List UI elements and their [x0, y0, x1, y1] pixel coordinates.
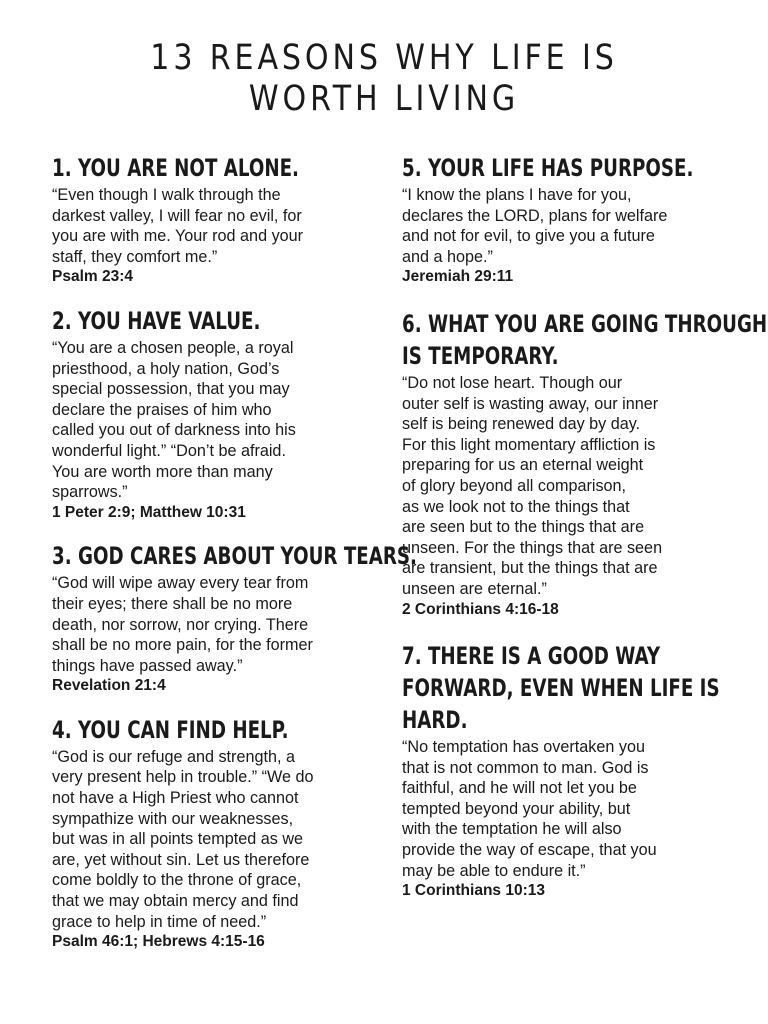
reason-heading: [52, 714, 372, 746]
quote-line: that is not common to man. God is: [402, 758, 649, 777]
reason-heading-line: 5. YOUR LIFE HAS PURPOSE.: [402, 154, 694, 182]
reason-section: [402, 152, 732, 288]
reason-section: [52, 540, 417, 697]
quote-line: called you out of darkness into his: [52, 421, 296, 440]
quote-line: are seen but to the things that are: [402, 518, 645, 537]
scripture-reference: 2 Corinthians 4:16-18: [402, 600, 559, 618]
scripture-reference: Revelation 21:4: [52, 677, 166, 695]
quote-line: may be able to endure it.”: [402, 861, 586, 880]
scripture-reference: 1 Corinthians 10:13: [402, 882, 545, 900]
reason-heading: [52, 540, 417, 572]
quote-line: “God will wipe away every tear from: [52, 574, 309, 593]
reason-heading-line: HARD.: [402, 706, 468, 735]
quote-line: that we may obtain mercy and find: [52, 892, 299, 911]
scripture-quote: [402, 373, 732, 600]
scripture-reference: Psalm 46:1; Hebrews 4:15-16: [52, 933, 265, 951]
quote-line: unseen. For the things that are seen: [402, 538, 663, 557]
title-line-1: 13 REASONS WHY LIFE IS: [150, 38, 618, 78]
quote-line: grace to help in time of need.”: [52, 912, 267, 931]
quote-line: “You are a chosen people, a royal: [52, 338, 294, 357]
reason-heading-line: 3. GOD CARES ABOUT YOUR TEARS.: [52, 542, 417, 571]
quote-line: staff, they comfort me.”: [52, 247, 218, 266]
reason-heading: [52, 152, 372, 184]
reason-heading-line: 4. YOU CAN FIND HELP.: [52, 715, 289, 744]
quote-line: wonderful light.” “Don’t be afraid.: [52, 441, 286, 460]
quote-line: self is being renewed day by day.: [402, 415, 641, 434]
reason-heading-line: 2. YOU HAVE VALUE.: [52, 306, 261, 335]
scripture-quote: [402, 185, 732, 267]
quote-line: death, nor sorrow, nor crying. There: [52, 615, 309, 634]
quote-line: sympathize with our weaknesses,: [52, 809, 294, 828]
quote-line: as we look not to the things that: [402, 497, 630, 516]
reason-heading-line: 6. WHAT YOU ARE GOING THROUGH: [402, 309, 768, 338]
reason-heading-line: 1. YOU ARE NOT ALONE.: [52, 154, 299, 182]
quote-line: things have passed away.”: [52, 656, 243, 675]
reason-section: [52, 714, 372, 953]
scripture-reference: Jeremiah 29:11: [402, 268, 514, 286]
quote-line: very present help in trouble.” “We do: [52, 768, 314, 787]
quote-line: “I know the plans I have for you,: [402, 186, 632, 204]
quote-line: are, yet without sin. Let us therefore: [52, 850, 310, 869]
quote-line: but was in all points tempted as we: [52, 830, 304, 849]
quote-line: and a hope.”: [402, 247, 493, 266]
right-column: [402, 152, 768, 902]
quote-line: special possession, that you may: [52, 380, 290, 399]
quote-line: darkest valley, I will fear no evil, for: [52, 206, 302, 225]
quote-line: priesthood, a holy nation, God’s: [52, 359, 280, 378]
reason-heading: [402, 640, 732, 736]
reason-section: [402, 640, 732, 902]
reason-section: [52, 305, 372, 523]
quote-line: with the temptation he will also: [402, 820, 622, 839]
quote-line: “Even though I walk through the: [52, 186, 281, 204]
reason-heading: [52, 305, 372, 337]
left-column: [52, 152, 417, 953]
quote-line: faithful, and he will not let you be: [402, 779, 637, 798]
scripture-quote: [52, 573, 372, 676]
reason-heading-line: 7. THERE IS A GOOD WAY: [402, 642, 661, 671]
reason-section: [52, 152, 372, 288]
scripture-reference: 1 Peter 2:9; Matthew 10:31: [52, 503, 246, 521]
scripture-quote: [402, 737, 732, 881]
quote-line: provide the way of escape, that you: [402, 841, 657, 860]
reason-section: [402, 308, 768, 620]
scripture-reference: Psalm 23:4: [52, 268, 133, 286]
scripture-quote: [52, 747, 372, 932]
quote-line: and not for evil, to give you a future: [402, 227, 655, 246]
title-line-2: WORTH LIVING: [248, 79, 520, 119]
quote-line: not have a High Priest who cannot: [52, 789, 299, 808]
quote-line: of glory beyond all comparison,: [402, 476, 627, 495]
page-title: [54, 38, 714, 120]
quote-line: shall be no more pain, for the former: [52, 636, 313, 655]
quote-line: preparing for us an eternal weight: [402, 456, 644, 475]
quote-line: tempted beyond your ability, but: [402, 799, 631, 818]
quote-line: “No temptation has overtaken you: [402, 738, 645, 757]
quote-line: outer self is wasting away, our inner: [402, 394, 659, 413]
quote-line: their eyes; there shall be no more: [52, 594, 293, 613]
scripture-quote: [52, 338, 372, 503]
quote-line: For this light momentary affliction is: [402, 435, 656, 454]
quote-line: come boldly to the throne of grace,: [52, 871, 302, 890]
reason-heading: [402, 152, 732, 184]
reason-heading-line: FORWARD, EVEN WHEN LIFE IS: [402, 674, 720, 703]
quote-line: declare the praises of him who: [52, 400, 272, 419]
quote-line: unseen are eternal.”: [402, 579, 547, 598]
quote-line: declares the LORD, plans for welfare: [402, 206, 668, 225]
scripture-quote: [52, 185, 372, 267]
quote-line: sparrows.”: [52, 483, 128, 502]
quote-line: “Do not lose heart. Though our: [402, 373, 623, 392]
quote-line: are transient, but the things that are: [402, 559, 658, 578]
quote-line: You are worth more than many: [52, 462, 273, 481]
quote-line: “God is our refuge and strength, a: [52, 747, 295, 766]
quote-line: you are with me. Your rod and your: [52, 227, 304, 246]
reason-heading-line: IS TEMPORARY.: [402, 341, 559, 370]
reason-heading: [402, 308, 768, 372]
